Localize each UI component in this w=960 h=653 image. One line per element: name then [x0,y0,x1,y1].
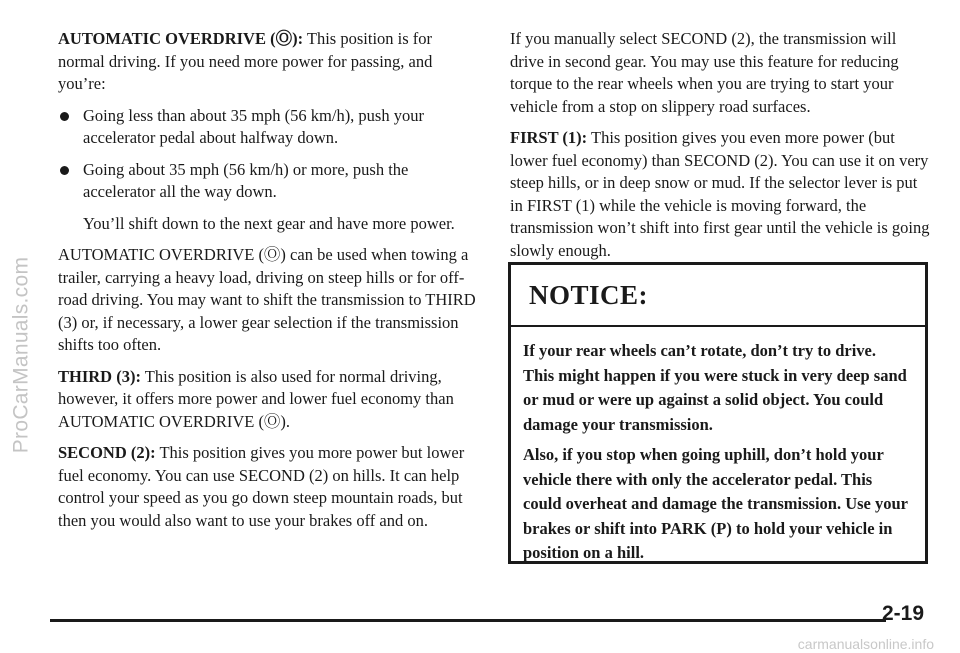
footer-rule [50,619,886,622]
third-label: THIRD (3): [58,366,141,386]
first-paragraph [510,127,932,262]
bullet-text: Going less than about 35 mph (56 km/h), push your accelerator pedal about halfway down. [83,105,424,147]
notice-title: NOTICE: [529,279,649,310]
side-watermark [6,160,36,550]
towing-paragraph: AUTOMATIC OVERDRIVE (Ⓞ) can be used when towing a trailer, carrying a heavy load, driving on steep hills or for off-road driving. You may want to shift the transmission to THIRD (3) or, if necessary, a lower gear selection if the transmission shifts too often. [58,245,476,354]
bullet-dot-icon [60,166,69,175]
page-number: 2-19 [881,602,924,625]
second-label: SECOND (2): [58,443,156,462]
automatic-overdrive-paragraph [58,28,478,96]
second-paragraph [58,442,478,532]
notice-paragraph-2: Also, if you stop when going uphill, don’t hold your vehicle there with only the accelerator pedal. This could overheat and damage the transmission. Use your brakes or shift into PARK (P) to hold your vehicle in position on a hill. [523,445,908,562]
third-paragraph [58,366,478,434]
bullet-item-35-or-more [58,159,478,204]
bullet-text: Going about 35 mph (56 km/h) or more, push the accelerator all the way down. [83,159,409,201]
first-label: FIRST (1): [510,128,588,147]
third-text: This position is also used for normal driving, however, it offers more power and lower fuel economy than AUTOMATIC OVERDRIVE (Ⓞ). [58,366,454,431]
notice-box [508,262,928,564]
bullet-item-less-than-35 [58,105,478,150]
second-text: This position gives you more power but lower fuel economy. You can use SECOND (2) on hills. It can help control your speed as you go down steep mountain roads, but then you would also want to use your brakes off and on. [58,443,465,530]
right-column [510,28,932,271]
bottom-watermark: carmanualsonline.info [797,636,934,652]
notice-body [511,327,925,566]
manual-second-paragraph: If you manually select SECOND (2), the transmission will drive in second gear. You may use this feature for reducing torque to the rear wheels when you are trying to start your vehicle from a stop on slippery road surfaces. [510,29,899,116]
shift-down-note: You’ll shift down to the next gear and have more power. [83,213,455,233]
watermark-text: ProCarManuals.com [9,256,32,454]
first-text: This position gives you even more power (but lower fuel economy) than SECOND (2). You can use it on very steep hills, or in deep snow or mud. If the selector lever is put in FIRST (1) while the vehicle is moving forward, the transmission won’t shift into first gear until the vehicle is going slowly enough. [510,128,930,260]
notice-paragraph-1: If your rear wheels can’t rotate, don’t try to drive. This might happen if you were stuck in very deep sand or mud or were up against a solid object. You could damage your transmission. [523,341,907,434]
bullet-dot-icon [60,112,69,121]
automatic-overdrive-label: AUTOMATIC OVERDRIVE (Ⓞ): [58,29,304,48]
notice-header [511,265,925,327]
left-column [58,28,478,541]
automatic-overdrive-text: This position is for normal driving. If you need more power for passing, and you’re: [58,29,433,93]
